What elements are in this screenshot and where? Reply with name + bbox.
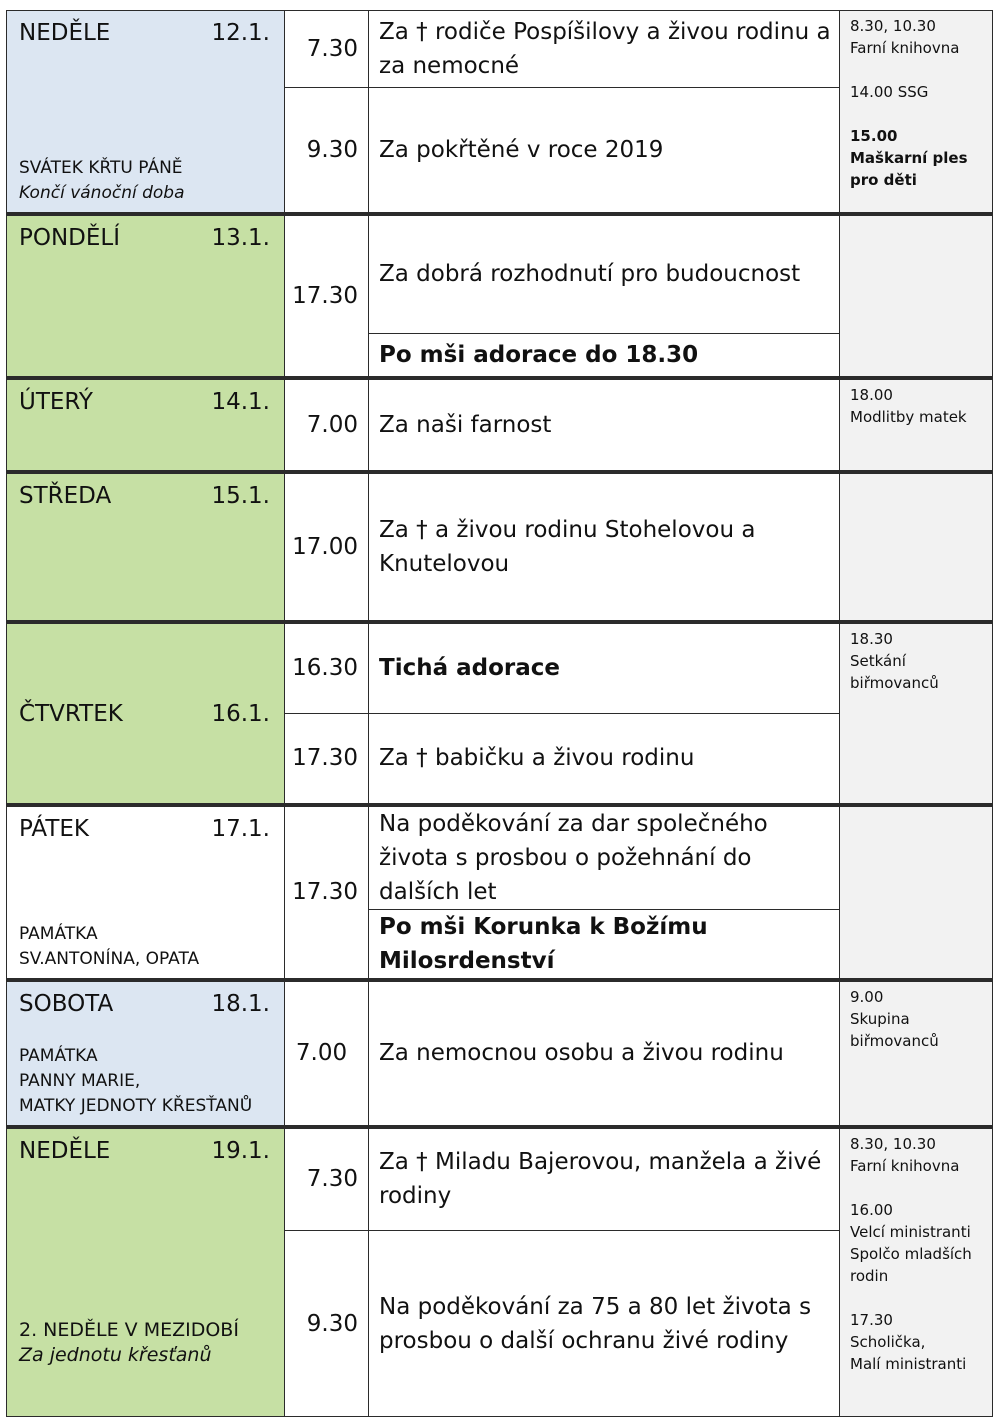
note-line: 17.30 bbox=[850, 1310, 893, 1329]
feast-title: 2. NEDĚLE V MEZIDOBÍ bbox=[19, 1319, 239, 1341]
note-line: 8.30, 10.30 bbox=[850, 1134, 936, 1153]
feast-title: SVÁTEK KŘTU PÁNĚ bbox=[19, 157, 183, 178]
notes-cell-wednesday bbox=[840, 472, 993, 622]
note-line: Malí ministranti bbox=[850, 1354, 967, 1373]
notes-cell-friday bbox=[840, 805, 993, 980]
mass-intention: Za † babičku a živou rodinu bbox=[369, 714, 840, 805]
note-line: Spolčo mladších rodin bbox=[850, 1244, 972, 1285]
note-line: Setkání bbox=[850, 651, 906, 670]
day-cell-sunday-19 bbox=[7, 1127, 285, 1417]
note-line: 14.00 SSG bbox=[850, 83, 929, 101]
mass-schedule-table bbox=[6, 10, 993, 1417]
schedule-row bbox=[7, 980, 993, 1127]
feast-info bbox=[19, 1044, 252, 1119]
mass-intention: Na poděkování za dar společného života s prosbou o požehnání do dalších let bbox=[369, 805, 840, 910]
mass-time: 7.30 bbox=[285, 1127, 369, 1231]
schedule-row bbox=[7, 622, 993, 714]
feast-title: PAMÁTKA bbox=[19, 923, 98, 944]
mass-time: 7.30 bbox=[285, 11, 369, 88]
feast-info bbox=[19, 922, 199, 972]
feast-subtitle: SV.ANTONÍNA, OPATA bbox=[19, 948, 200, 969]
mass-intention: Na poděkování za 75 a 80 let života s prosbou o další ochranu živé rodiny bbox=[369, 1231, 840, 1417]
schedule-row bbox=[7, 11, 993, 88]
day-name: SOBOTA bbox=[19, 990, 114, 1017]
feast-subtitle: Za jednotu křesťanů bbox=[19, 1344, 212, 1366]
mass-intention: Za † Miladu Bajerovou, manžela a živé rodiny bbox=[369, 1127, 840, 1231]
day-cell-friday bbox=[7, 805, 285, 980]
mass-time: 9.30 bbox=[285, 88, 369, 214]
day-date: 19.1. bbox=[211, 1137, 270, 1164]
mass-time: 17.30 bbox=[285, 714, 369, 805]
mass-time: 17.30 bbox=[285, 214, 369, 378]
day-name: PÁTEK bbox=[19, 815, 90, 842]
day-date: 16.1. bbox=[211, 701, 270, 727]
day-date: 12.1. bbox=[211, 20, 270, 46]
notes-cell-thursday bbox=[840, 622, 993, 805]
notes-cell-tuesday bbox=[840, 378, 993, 472]
schedule-row bbox=[7, 214, 993, 334]
mass-intention: Za pokřtěné v roce 2019 bbox=[369, 88, 840, 214]
day-date: 13.1. bbox=[211, 224, 270, 251]
mass-time: 9.30 bbox=[285, 1231, 369, 1417]
notes-cell-monday bbox=[840, 214, 993, 378]
feast-info bbox=[19, 1318, 239, 1368]
mass-time: 7.00 bbox=[285, 378, 369, 472]
day-date: 15.1. bbox=[211, 482, 270, 509]
note-line: Skupina bbox=[850, 1009, 910, 1028]
feast-info bbox=[19, 156, 185, 206]
note-line: 16.00 bbox=[850, 1200, 893, 1219]
day-name: PONDĚLÍ bbox=[19, 224, 121, 251]
day-name: NEDĚLE bbox=[19, 1137, 111, 1164]
day-cell-tuesday bbox=[7, 378, 285, 472]
day-name: STŘEDA bbox=[19, 482, 112, 509]
mass-intention: Za naši farnost bbox=[369, 378, 840, 472]
day-cell-thursday bbox=[7, 622, 285, 805]
day-name: NEDĚLE bbox=[19, 20, 111, 46]
note-line: Farní knihovna bbox=[850, 39, 960, 57]
note-line: 15.00 bbox=[850, 127, 898, 145]
mass-time: 16.30 bbox=[285, 622, 369, 714]
mass-intention: Za nemocnou osobu a živou rodinu bbox=[369, 980, 840, 1127]
mass-extra: Po mši adorace do 18.30 bbox=[369, 334, 840, 378]
note-line: Farní knihovna bbox=[850, 1156, 960, 1175]
mass-intention: Tichá adorace bbox=[369, 622, 840, 714]
day-cell-wednesday bbox=[7, 472, 285, 622]
mass-time: 17.00 bbox=[285, 472, 369, 622]
notes-cell-saturday bbox=[840, 980, 993, 1127]
mass-time: 7.00 bbox=[285, 980, 369, 1127]
note-line: 8.30, 10.30 bbox=[850, 17, 936, 35]
feast-subtitle-2: MATKY JEDNOTY KŘESŤANŮ bbox=[19, 1095, 253, 1116]
schedule-row bbox=[7, 1127, 993, 1231]
day-cell-saturday bbox=[7, 980, 285, 1127]
day-cell-monday bbox=[7, 214, 285, 378]
schedule-row bbox=[7, 472, 993, 622]
mass-extra: Po mši Korunka k Božímu Milosrdenství bbox=[369, 909, 840, 980]
note-line: Scholička, bbox=[850, 1332, 926, 1351]
note-line: Maškarní ples pro děti bbox=[850, 149, 968, 189]
note-line: Velcí ministranti bbox=[850, 1222, 971, 1241]
notes-cell-sunday-12 bbox=[840, 11, 993, 214]
day-date: 18.1. bbox=[211, 990, 270, 1017]
mass-intention: Za † rodiče Pospíšilovy a živou rodinu a za nemocné bbox=[369, 11, 840, 88]
day-date: 14.1. bbox=[211, 388, 270, 415]
day-date: 17.1. bbox=[211, 815, 270, 842]
day-cell-sunday-12 bbox=[7, 11, 285, 214]
note-line: 18.00 bbox=[850, 385, 893, 404]
schedule-row bbox=[7, 378, 993, 472]
day-name: ÚTERÝ bbox=[19, 388, 93, 415]
note-line: biřmovanců bbox=[850, 673, 939, 692]
mass-time: 17.30 bbox=[285, 805, 369, 980]
mass-intention: Za † a živou rodinu Stohelovou a Knutelovou bbox=[369, 472, 840, 622]
note-line: 18.30 bbox=[850, 629, 893, 648]
note-line: Modlitby matek bbox=[850, 407, 967, 426]
feast-title: PAMÁTKA bbox=[19, 1045, 98, 1066]
mass-intention: Za dobrá rozhodnutí pro budoucnost bbox=[369, 214, 840, 334]
note-line: biřmovanců bbox=[850, 1031, 939, 1050]
note-line: 9.00 bbox=[850, 987, 884, 1006]
feast-subtitle: PANNY MARIE, bbox=[19, 1070, 141, 1091]
day-name: ČTVRTEK bbox=[19, 701, 123, 727]
feast-subtitle: Končí vánoční doba bbox=[19, 182, 185, 203]
notes-cell-sunday-19 bbox=[840, 1127, 993, 1417]
schedule-row bbox=[7, 805, 993, 910]
